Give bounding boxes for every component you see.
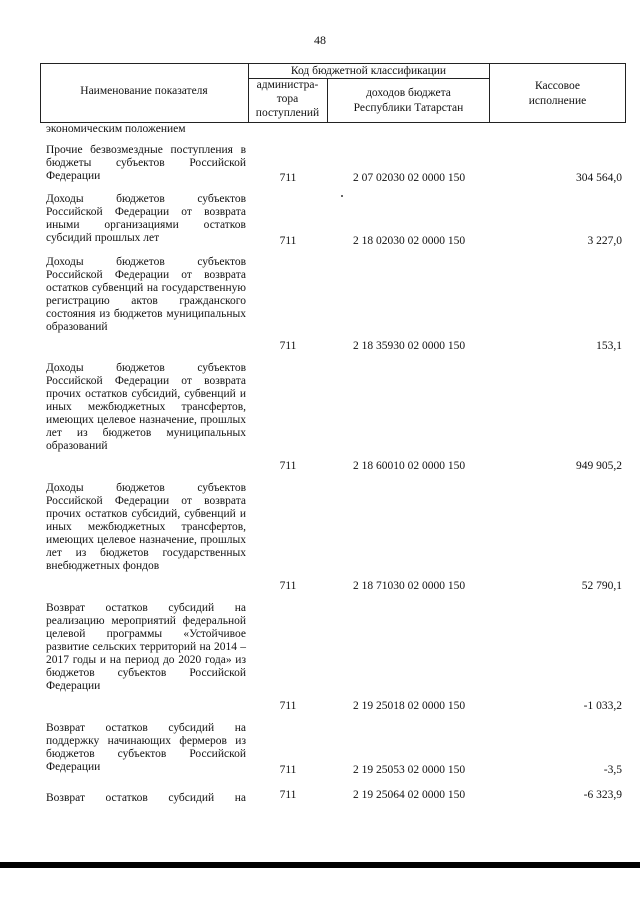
row-budget-code: 2 19 25018 02 0000 150 [352, 700, 466, 712]
row-budget-code: 2 18 02030 02 0000 150 [352, 235, 466, 247]
row-amount: 52 790,1 [581, 580, 622, 592]
row-indicator-name: Доходы бюджетов субъектов Российской Федерации от возврата прочих остатков субсидий, субвенций и иных межбюджетных трансфертов, имеющих целевое назначение, прошлых лет из бюджетов государственных внебюджетных фондов [46, 482, 246, 572]
row-amount: 949 905,2 [576, 460, 622, 472]
header-cash-execution: Кассовое исполнение [528, 80, 587, 107]
page-number: 48 [314, 33, 326, 47]
row-amount: 3 227,0 [587, 235, 622, 247]
row-indicator-name: Прочие безвозмездные поступления в бюджеты субъектов Российской Федерации [46, 144, 246, 182]
row-indicator-name: Возврат остатков субсидий на поддержку начинающих фермеров из бюджетов субъектов Российской Федерации [46, 722, 246, 773]
row-indicator-name: Возврат остатков субсидий на реализацию мероприятий федеральной целевой программы «Устойчивое развитие сельских территорий на 2014 – 2017 годы и на период до 2020 года» из бюджетов субъектов Российской Федерации [46, 602, 246, 692]
row-admin-code: 711 [279, 580, 297, 592]
header-revenue: доходов бюджета Республики Татарстан [353, 87, 464, 114]
row-budget-code: 2 07 02030 02 0000 150 [352, 172, 466, 184]
row-budget-code: 2 18 60010 02 0000 150 [352, 460, 466, 472]
row-amount: -6 323,9 [583, 789, 622, 801]
row-admin-code: 711 [279, 340, 297, 352]
scan-speck [341, 195, 343, 197]
row-admin-code: 711 [279, 172, 297, 184]
row-admin-code: 711 [279, 700, 297, 712]
row-amount: 304 564,0 [576, 172, 622, 184]
continuation-text: экономическим положением [46, 123, 186, 135]
row-amount: 153,1 [596, 340, 622, 352]
row-admin-code: 711 [279, 789, 297, 801]
row-indicator-name: Доходы бюджетов субъектов Российской Федерации от возврата остатков субвенций на государственную регистрацию актов гражданского состояния из бюджетов муниципальных образований [46, 256, 246, 333]
header-budget-code: Код бюджетной классификации [290, 65, 447, 77]
row-indicator-name: Возврат остатков субсидий на [46, 792, 246, 804]
header-administrator: администра- тора поступлений [255, 79, 320, 119]
row-budget-code: 2 18 35930 02 0000 150 [352, 340, 466, 352]
row-admin-code: 711 [279, 235, 297, 247]
header-indicator-name: Наименование показателя [80, 85, 208, 97]
row-admin-code: 711 [279, 460, 297, 472]
row-indicator-name: Доходы бюджетов субъектов Российской Федерации от возврата иными организациями остатков субсидий прошлых лет [46, 193, 246, 244]
row-amount: -3,5 [603, 764, 622, 776]
row-admin-code: 711 [279, 764, 297, 776]
row-budget-code: 2 18 71030 02 0000 150 [352, 580, 466, 592]
row-amount: -1 033,2 [583, 700, 622, 712]
scan-edge-bar [0, 862, 640, 868]
row-budget-code: 2 19 25064 02 0000 150 [352, 789, 466, 801]
row-budget-code: 2 19 25053 02 0000 150 [352, 764, 466, 776]
row-indicator-name: Доходы бюджетов субъектов Российской Федерации от возврата прочих остатков субсидий, субвенций и иных межбюджетных трансфертов, имеющих целевое назначение, прошлых лет из бюджетов муниципальных образований [46, 362, 246, 452]
